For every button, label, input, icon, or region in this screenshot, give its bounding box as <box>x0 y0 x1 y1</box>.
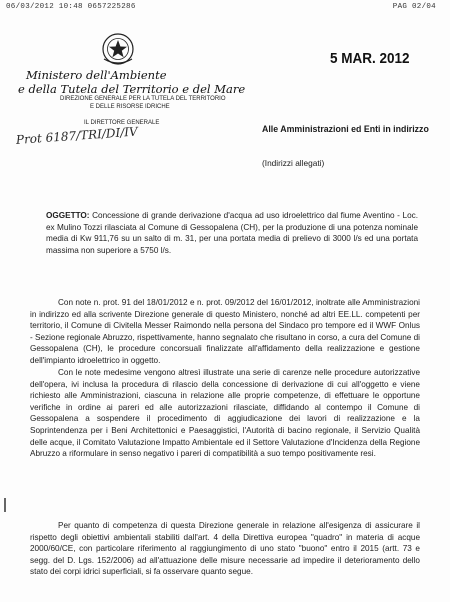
republic-emblem-icon <box>100 31 136 67</box>
addressee: Alle Amministrazioni ed Enti in indirizzo <box>262 124 429 134</box>
directorate-line2: E DELLE RISORSE IDRICHE <box>90 104 170 110</box>
paragraph-2: Con le note medesime vengono altresì illustrate una serie di carenze nelle procedure autorizzative dell'opera, ivi inclusa la procedura di rilascio della concessione di derivazione di cui all'oggetto e viene richiesto alle Amministrazioni, ciascuna in relazione alle proprie competenze, di effettuare le opportune verifiche in ordine ai pareri ed alle autorizzazioni rilasciate, diffidando al contempo il Comune di Gessopalena a sospendere il procedimento di aggiudicazione dei lavori di realizzazione e la Soprintendenza per i Beni Architettonici e Paesaggistici, l'Autorità di bacino regionale, il Servizio Qualità delle acque, il Comitato Valutazione Impatto Ambientale ed il Settore Valutazione d'Incidenza della Regione Abruzzo a riformulare in senso negativo i pareri di compatibilità a suo tempo positivamente resi. <box>30 368 420 459</box>
subject-text: Concessione di grande derivazione d'acqua ad uso idroelettrico dal fiume Aventino - Loc. ex Mulino Tozzi rilasciata al Comune di Gessopalena (CH), per la produzione di una potenza nominale media di Kw 911,76 su un salto di m. 31, per una portata media di prelievo di 3000 l/s ed una portata massima non superiore a 5750 l/s. <box>46 211 418 255</box>
ministry-letterhead <box>18 68 245 96</box>
margin-mark <box>4 498 6 512</box>
addressee-note: (Indirizzi allegati) <box>262 158 325 168</box>
fax-header-right: PAG 02/04 <box>392 3 436 11</box>
date-stamp: 5 MAR. 2012 <box>330 50 410 67</box>
paragraph-3: Per quanto di competenza di questa Direzione generale in relazione all'esigenza di assicurare il rispetto degli obiettivi ambientali stabiliti dall'art. 4 della Direttiva europea "quadro" in materia di acque 2000/60/CE, con particolare riferimento al raggiungimento di uno stato "buono" entro il 2015 (artt. 73 e segg. del D. Lgs. 152/2006) ad all'attuazione delle misure necessarie ad impedire il deterioramento dello stato dei corpi idrici superficiali, si fa osservare quanto segue. <box>30 521 420 577</box>
ministry-name-line2: e della Tutela del Territorio e del Mare <box>18 82 246 96</box>
paragraph-1: Con note n. prot. 91 del 18/01/2012 e n. prot. 09/2012 del 16/01/2012, inoltrate alle Amministrazioni in indirizzo ed alla scrivente Direzione generale di questo Ministero, nonché ad altri EE.LL. competenti per territorio, il Comune di Civitella Messer Raimondo nella persona del Sindaco pro tempore ed il WWF Onlus - Sezione regionale Abruzzo, rispettivamente, hanno segnalato che risultano in corso, a cura del Comune di Gessopalena (CH), le procedure concorsuali finalizzate all'affidamento della realizzazione e gestione dell'impianto idroelettrico in oggetto. <box>30 298 420 365</box>
ministry-name-line1: Ministero dell'Ambiente <box>26 68 167 82</box>
subject-label: OGGETTO: <box>46 211 90 220</box>
protocol-number: Prot 6187/TRI/DI/IV <box>15 124 139 147</box>
directorate-line1: DIREZIONE GENERALE PER LA TUTELA DEL TERRITORIO <box>60 96 226 102</box>
fax-header-left: 06/03/2012 10:48 0657225286 <box>6 3 136 11</box>
subject-block <box>46 210 418 256</box>
director-general-label: IL DIRETTORE GENERALE <box>84 120 160 126</box>
